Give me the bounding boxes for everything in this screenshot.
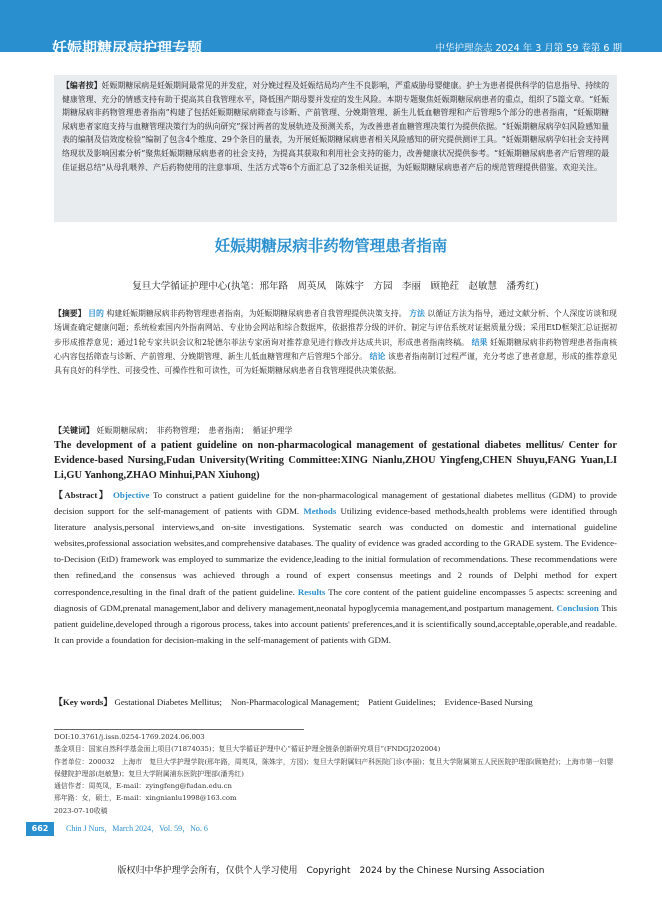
abstract-cn [54, 307, 617, 378]
keywords-cn-text: 妊娠期糖尿病； 非药物管理； 患者指南； 循证护理学 [96, 426, 293, 435]
abstract-en-conclusion: This patient guideline,developed through a rigorous process, takes into account patients' preferences,and it is scientifically sound,acceptable,operable,and readable. It can provide a foundation for decision-making in the self-management of patients with GDM. [54, 602, 617, 645]
abstract-cn-methods-label: 方法 [409, 309, 425, 318]
footnote-received-date: 2023-07-10收稿 [54, 806, 108, 815]
abstract-cn-conclusion-label: 结论 [369, 351, 386, 361]
footnote-corresponding-author: 通信作者：周英凤，E-mail：zyingfeng@fudan.edu.cn [54, 782, 232, 791]
footnote-affiliations: 作者单位：200032 上海市 复旦大学护理学院(邢年路，周英凤，陈姝宇，方园)；复旦大学附属妇产科医院门诊(李丽)；复旦大学附属第五人民医院护理部(顾艳荭)；上海市第一妇婴保健院护理部(赵敏慧)；复旦大学附属浦东医院护理部(潘秀红) [54, 757, 614, 778]
abstract-cn-conclusion: 该患者指南制订过程严谨，充分考虑了患者意愿，形成的推荐意见具有良好的科学性、可接受性、可操作性和可读性，可为妊娠期糖尿病患者自我管理提供决策依据。 [54, 351, 618, 376]
footnote-funding: 基金项目：国家自然科学基金面上项目(71874035)；复旦大学循证护理中心“循证护理全链条创新研究项目”(FNDGJ202004) [54, 745, 441, 754]
abstract-en-methods-label: Methods [303, 506, 337, 517]
footnotes [54, 731, 617, 817]
footnote-divider [54, 729, 304, 730]
abstract-en [54, 487, 617, 648]
section-series-title: 妊娠期糖尿病护理专题 [52, 39, 203, 57]
journal-header-bar [0, 0, 662, 57]
abstract-cn-results-label: 结果 [471, 337, 488, 347]
keywords-en-label: 【Key words】 [54, 697, 113, 707]
english-title: The development of a patient guideline on non-pharmacological management of gestational diabetes mellitus/ Center for Evidence-based Nursing,Fudan University(Writing Committee:XING Nianlu,ZHOU Yingfeng,CHEN Shuyu,FANG Yuan,LI Li,GU Yanhong,ZHAO Minhui,PAN Xiuhong) [54, 440, 617, 482]
keywords-en-text: Gestational Diabetes Mellitus; Non-Pharmacological Management; Patient Guidelines; Evidence-Based Nursing [114, 697, 533, 707]
copyright-notice: 版权归中华护理学会所有，仅供个人学习使用 Copyright 2024 by the Chinese Nursing Association [117, 866, 545, 876]
abstract-en-label: 【Abstract】 [54, 490, 110, 500]
editor-note-box [54, 75, 617, 222]
editor-note [62, 79, 609, 174]
abstract-cn-methods: 以循证方法为指导，通过文献分析、个人深度访谈和现场调查确定健康问题；系统检索国内外指南网站、专业协会网站和综合数据库，依据推荐分级的评价、制定与评估系统对证据质量分级；采用EtD框架汇总证据初步形成推荐意见；通过1轮专家共识会议和2轮德尔菲法专家函询对推荐意见进行修改并达成共识，形成患者指南终稿。 [54, 309, 617, 347]
page-footer [0, 822, 662, 836]
abstract-en-methods: Utilizing evidence-based methods,health problems were identified through literature analysis,personal interviews,and on-site investigations. Systematic search was conducted on domestic and international guideline websites,professional association websites,and comprehensive databases. The quality of evidence was graded according to the GRADE system. The Evidence-to-Decision (EtD) framework was employed to summarize the evidence,leading to the initial formulation of recommendations. These recommendations were then refined,and the consensus was achieved through a round of expert consensus meetings and 2 rounds of Delphi method for expert correspondence,resulting in the final draft of the patient guideline. [54, 506, 617, 597]
editor-note-label: 【编者按】 [62, 81, 102, 90]
editor-note-text: 妊娠期糖尿病是妊娠期间最常见的并发症，对分娩过程及妊娠结局均产生不良影响，严重威胁母婴健康。护士为患者提供科学的信息指导、持续的健康管理、充分的情感支持有助于提高其自我管理水平，降低围产期母婴并发症的发生风险。本期专题聚焦妊娠期糖尿病患者的重点，组织了5篇文章。“妊娠期糖尿病非药物管理患者指南”构建了包括妊娠期糖尿病筛查与诊断、产前管理、分娩期管理、新生儿低血糖管理和产后管理5个部分的患者指南，“妊娠期糖尿病患者家庭支持与血糖管理决策行为的纵向研究”探讨两者的发展轨迹及预测关系，为改善患者血糖管理决策行为提供依据。“妊娠期糖尿病孕妇风险感知量表的编制及信效度检验”编制了包含4个维度、29个条目的量表，为开展妊娠期糖尿病患者相关风险感知的研究提供测评工具。“妊娠期糖尿病孕妇社会支持网络现状及影响因素分析”聚焦妊娠期糖尿病患者的社会支持，为提高其获取和利用社会支持的能力，改善健康状况提供参考。“妊娠期糖尿病患者产后管理的最佳证据总结”从母乳喂养、产后药物使用的注意事项、生活方式等6个方面汇总了32条相关证据，为妊娠期糖尿病患者产后的规范管理提供借鉴。欢迎关注。 [62, 81, 609, 172]
abstract-en-results: The core content of the patient guideline encompasses 5 aspects: screening and diagnosis of GDM,prenatal management,labor and delivery management,neonatal hypoglycemia management,and postpartum management. [54, 586, 617, 613]
keywords-cn [54, 423, 617, 438]
abstract-cn-objective: 构建妊娠期糖尿病非药物管理患者指南，为妊娠期糖尿病患者自我管理提供决策支持。 [106, 309, 407, 318]
article-title: 妊娠期糖尿病非药物管理患者指南 [214, 237, 448, 255]
abstract-en-results-label: Results [297, 586, 326, 597]
abstract-cn-results: 妊娠期糖尿病非药物管理患者指南核心内容包括筛查与诊断、产前管理、分娩期管理、新生儿低血糖管理和产后管理5个部分。 [54, 337, 617, 361]
page-number: 662 [26, 822, 54, 836]
abstract-en-conclusion-label: Conclusion [556, 602, 599, 613]
abstract-en-objective: To construct a patient guideline for the non-pharmacological management of gestational diabetes mellitus (GDM) to provide decision support for the self-management of patients with GDM. [54, 490, 617, 517]
footnote-doi: DOI:10.3761/j.issn.0254-1769.2024.06.003 [54, 733, 205, 741]
footer-citation: Chin J Nurs，March 2024，Vol. 59，No. 6 [66, 824, 208, 833]
abstract-en-objective-label: Objective [113, 490, 150, 500]
footnote-first-author: 邢年路：女，硕士，E-mail：xingnianlu1998@163.com [54, 794, 237, 803]
abstract-cn-label: 【摘要】 [54, 309, 86, 318]
journal-issue-info: 中华护理杂志 2024 年 3 月第 59 卷第 6 期 [435, 43, 622, 54]
keywords-cn-label: 【关键词】 [54, 425, 94, 435]
keywords-en [54, 694, 617, 710]
article-authors: 复旦大学循证护理中心(执笔：邢年路 周英凤 陈姝宇 方园 李丽 顾艳荭 赵敏慧 潘秀红) [132, 281, 539, 292]
abstract-cn-objective-label: 目的 [88, 309, 104, 318]
